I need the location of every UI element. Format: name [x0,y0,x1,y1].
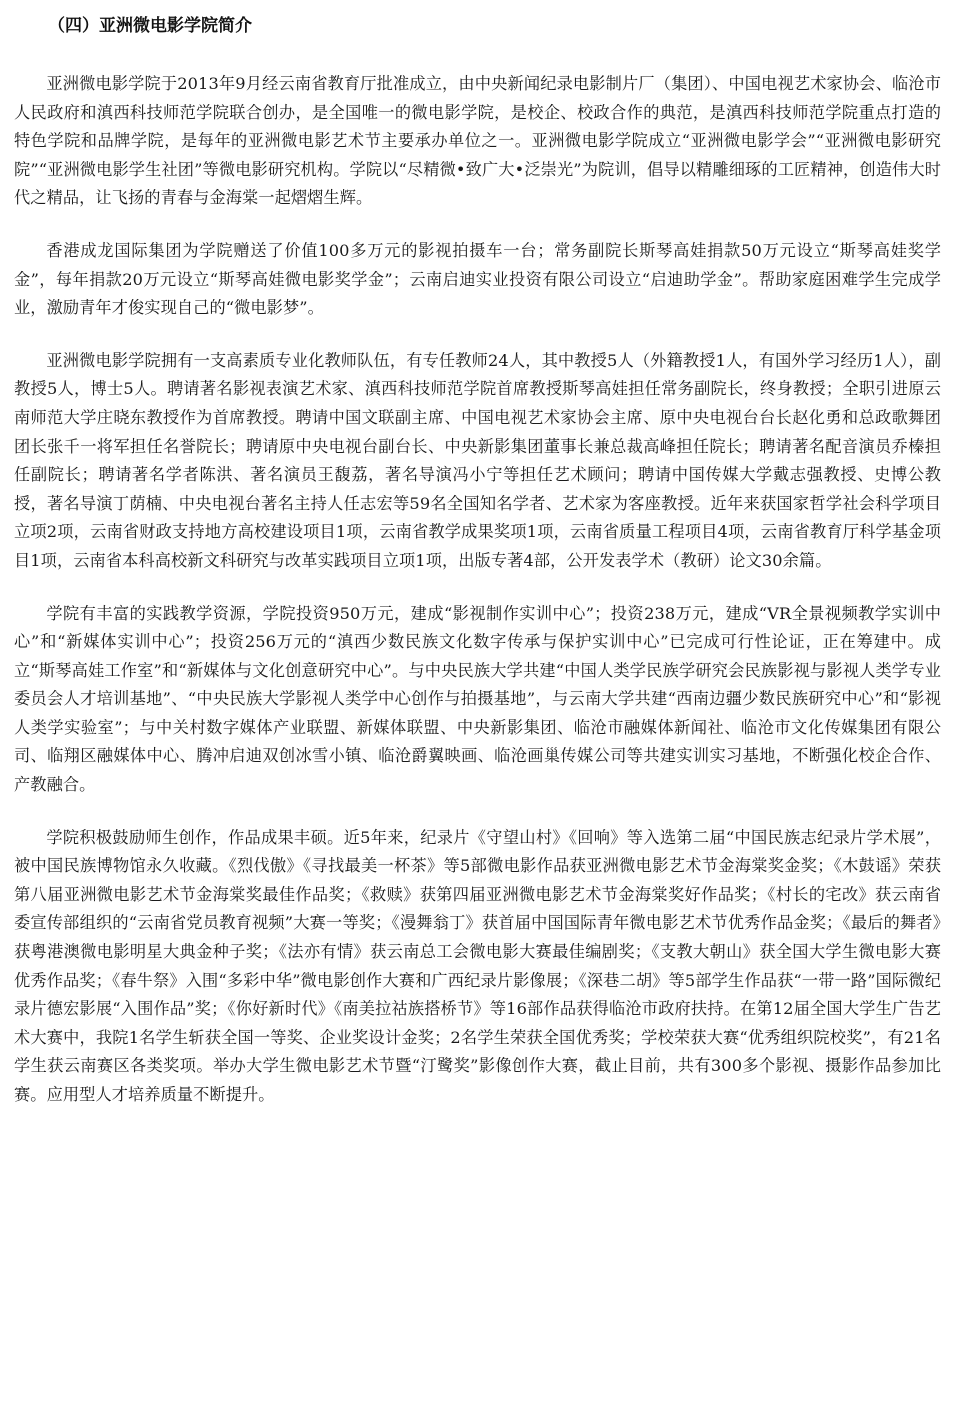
section-title: （四）亚洲微电影学院简介 [48,16,252,36]
paragraph-achievements: 学院积极鼓励师生创作，作品成果丰硕。近5年来，纪录片《守望山村》《回响》等入选第二届“中国民族志纪录片学术展”，被中国民族博物馆永久收藏。《烈伐傲》《寻找最美一杯茶》等5部微电影作品获亚洲微电影艺术节金海棠奖金奖；《木鼓谣》荣获第八届亚洲微电影艺术节金海棠奖最佳作品奖；《救赎》获第四届亚洲微电影艺术节金海棠奖好作品奖；《村长的宅改》获云南省委宣传部组织的“云南省党员教育视频”大赛一等奖；《漫舞翁丁》获首届中国国际青年微电影艺术节优秀作品金奖；《最后的舞者》获粤港澳微电影明星大典金种子奖；《法亦有情》获云南总工会微电影大赛最佳编剧奖；《支教大朝山》获全国大学生微电影大赛优秀作品奖；《春牛祭》入围“多彩中华”微电影创作大赛和广西纪录片影像展；《深巷二胡》等5部学生作品获“一带一路”国际微纪录片德宏影展“入围作品”奖；《你好新时代》《南美拉祜族搭桥节》等16部作品获得临沧市政府扶持。在第12届全国大学生广告艺术大赛中，我院1名学生斩获全国一等奖、企业奖设计金奖；2名学生荣获全国优秀奖；学校荣获大赛“优秀组织院校奖”，有21名学生获云南赛区各类奖项。举办大学生微电影艺术节暨“汀鹭奖”影像创作大赛，截止目前，共有300多个影视、摄影作品参加比赛。应用型人才培养质量不断提升。 [14,827,941,1104]
paragraph-donations: 香港成龙国际集团为学院赠送了价值100多万元的影视拍摄车一台；常务副院长斯琴高娃捐款50万元设立“斯琴高娃奖学金”，每年捐款20万元设立“斯琴高娃微电影奖学金”；云南启迪实业投资有限公司设立“启迪助学金”。帮助家庭困难学生完成学业，激励青年才俊实现自己的“微电影梦”。 [14,240,941,318]
paragraph-practice-resources: 学院有丰富的实践教学资源，学院投资950万元，建成“影视制作实训中心”；投资238万元，建成“VR全景视频教学实训中心”和“新媒体实训中心”；投资256万元的“滇西少数民族文化数字传承与保护实训中心”已完成可行性论证，正在筹建中。成立“斯琴高娃工作室”和“新媒体与文化创意研究中心”。与中央民族大学共建“中国人类学民族学研究会民族影视与影视人类学专业委员会人才培训基地”、“中央民族大学影视人类学中心创作与拍摄基地”，与云南大学共建“西南边疆少数民族研究中心”和“影视人类学实验室”；与中关村数字媒体产业联盟、新媒体联盟、中央新影集团、临沧市融媒体新闻社、临沧市文化传媒集团有限公司、临翔区融媒体中心、腾冲启迪双创冰雪小镇、临沧爵翼映画、临沧画巢传媒公司等共建实训实习基地，不断强化校企合作、产教融合。 [14,603,941,795]
paragraph-faculty: 亚洲微电影学院拥有一支高素质专业化教师队伍，有专任教师24人，其中教授5人（外籍教授1人，有国外学习经历1人），副教授5人，博士5人。聘请著名影视表演艺术家、滇西科技师范学院首席教授斯琴高娃担任常务副院长，终身教授；全职引进原云南师范大学庄晓东教授作为首席教授。聘请中国文联副主席、中国电视艺术家协会主席、原中央电视台台长赵化勇和总政歌舞团团长张千一将军担任名誉院长；聘请原中央电视台副台长、中央新影集团董事长兼总裁高峰担任院长；聘请著名配音演员乔榛担任副院长；聘请著名学者陈洪、著名演员王馥荔，著名导演冯小宁等担任艺术顾问；聘请中国传媒大学戴志强教授、史博公教授，著名导演丁荫楠、中央电视台著名主持人任志宏等59名全国知名学者、艺术家为客座教授。近年来获国家哲学社会科学项目立项2项，云南省财政支持地方高校建设项目1项，云南省教学成果奖项1项，云南省质量工程项目4项，云南省教育厅科学基金项目1项，云南省本科高校新文科研究与改革实践项目立项1项，出版专著4部，公开发表学术（教研）论文30余篇。 [14,350,941,570]
paragraph-introduction: 亚洲微电影学院于2013年9月经云南省教育厅批准成立，由中央新闻纪录电影制片厂（集团）、中国电视艺术家协会、临沧市人民政府和滇西科技师范学院联合创办，是全国唯一的微电影学院，是校企、校政合作的典范，是滇西科技师范学院重点打造的特色学院和品牌学院，是每年的亚洲微电影艺术节主要承办单位之一。亚洲微电影学院成立“亚洲微电影学会”“亚洲微电影研究院”“亚洲微电影学生社团”等微电影研究机构。学院以“尽精微•致广大•泛崇光”为院训，倡导以精雕细琢的工匠精神，创造伟大时代之精品，让飞扬的青春与金海棠一起熠熠生辉。 [14,74,941,208]
